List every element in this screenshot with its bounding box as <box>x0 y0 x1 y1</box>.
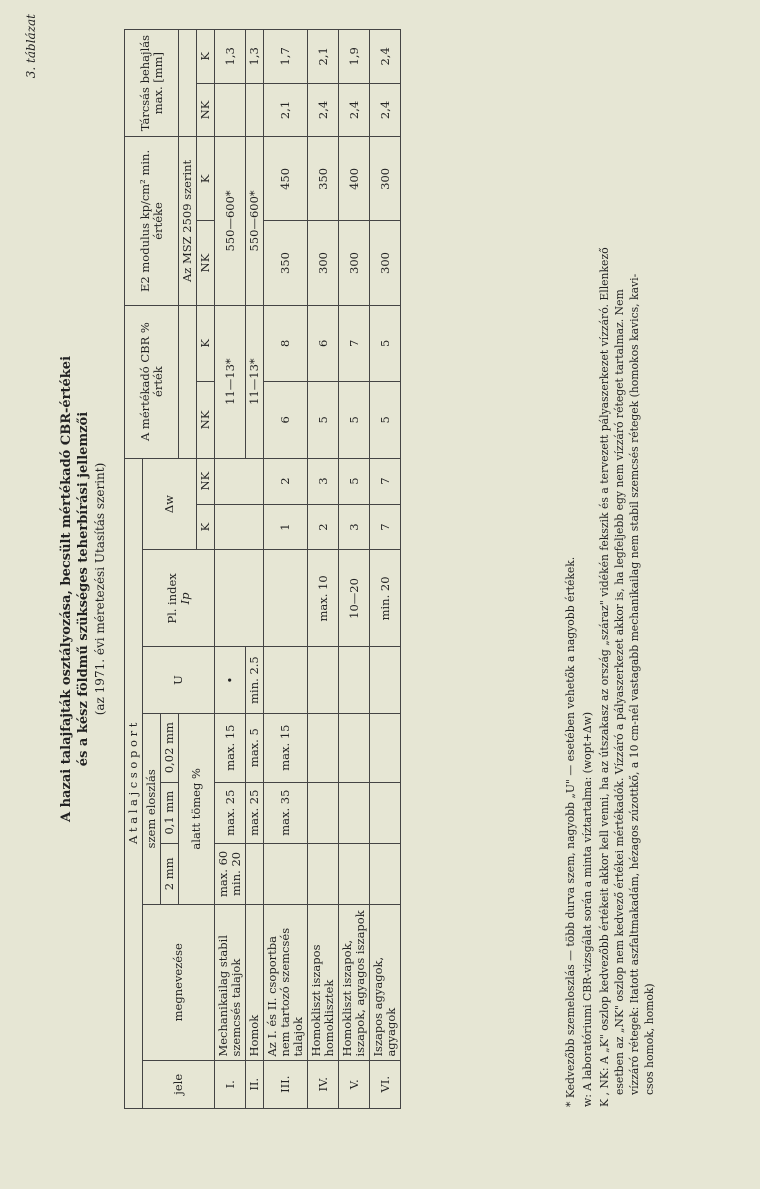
row-cbr-nk: 6 <box>264 382 308 459</box>
row-tb-nk <box>215 83 246 137</box>
row-tb-k: 1,9 <box>339 30 370 84</box>
header-01mm: 0,1 mm <box>161 782 179 843</box>
row-name: Homok <box>246 904 264 1060</box>
table-number-label: 3. táblázat <box>24 14 38 79</box>
row-dw-k: 7 <box>370 504 401 550</box>
row-01mm: max. 25 <box>246 782 264 843</box>
header-tb-k: K <box>197 30 215 84</box>
pl-index-label: Pl. index <box>164 573 179 624</box>
header-megnevezese: megnevezése <box>143 904 215 1060</box>
row-2mm: max. 60 min. 20 <box>215 843 246 904</box>
header-cbr-k: K <box>197 305 215 382</box>
header-e2: E2 modulus kp/cm² min. értéke <box>125 137 179 305</box>
row-cbr-nk: 5 <box>339 382 370 459</box>
row-2mm <box>339 843 370 904</box>
row-jele: II. <box>246 1060 264 1108</box>
row-01mm <box>308 782 339 843</box>
row-e2-nk: 350 <box>264 221 308 305</box>
row-2mm <box>264 843 308 904</box>
row-pl: min. 20 <box>370 550 401 647</box>
row-jele: I. <box>215 1060 246 1108</box>
row-name: Homokliszt iszapok, iszapok, agyagos iszapok <box>339 904 370 1060</box>
row-e2: 550—600* <box>215 137 246 305</box>
header-empty-tb <box>179 30 197 137</box>
row-e2-nk: 300 <box>370 221 401 305</box>
row-pl-merged <box>215 550 264 647</box>
row-e2-k: 450 <box>264 137 308 221</box>
row-2mm <box>308 843 339 904</box>
row-U <box>370 647 401 713</box>
row-pl: max. 10 <box>308 550 339 647</box>
title-line-1: A hazai talajfajták osztályozása, becsült mértékadó CBR-értékei <box>59 355 74 823</box>
row-e2: 550—600* <box>246 137 264 305</box>
row-tb-nk: 2,1 <box>264 83 308 137</box>
row-U: • <box>215 647 246 713</box>
ip-label: Ip <box>177 592 192 605</box>
row-U <box>308 647 339 713</box>
footnote-k-nk-3: vízzáró rétegek: Itatott aszfaltmakadám, hézagos zúzottkő, a 10 cm-nél vastagabb mechanikailag nem stabil szemcsés rétegek (homokos kavics, kavi- <box>628 273 641 1095</box>
row-tb-nk <box>246 83 264 137</box>
row-cbr-nk: 5 <box>308 382 339 459</box>
table-row <box>264 30 308 1109</box>
row-cbr-k: 6 <box>308 305 339 382</box>
soil-classification-table <box>124 29 401 1109</box>
row-e2-k: 350 <box>308 137 339 221</box>
header-row-1 <box>125 30 143 1109</box>
header-cbr: A mértékadó CBR % érték <box>125 305 179 458</box>
row-pl: 10—20 <box>339 550 370 647</box>
row-name: Homokliszt iszapos homoklisztek <box>308 904 339 1060</box>
header-dw-k: K <box>197 504 215 550</box>
row-tb-k: 1,3 <box>215 30 246 84</box>
footnote-k-nk-1: K , NK: A „K" oszlop kedvezőbb értékeit akkor kell venni, ha az útszakasz az ország „száraz" vidékén fekszik és a tervezett pályaszerkezet vízzáró. Ellenkező <box>598 247 611 1107</box>
header-dw-nk: NK <box>197 458 215 504</box>
row-002mm: max. 15 <box>264 713 308 782</box>
row-dw-k: 3 <box>339 504 370 550</box>
row-2mm <box>370 843 401 904</box>
header-e2-k: K <box>197 137 215 221</box>
footnote-k-nk-2: esetben az „NK" oszlop nem kedvező értékei mértékadók. Vízzáró a pályaszerkezet akkor is, ha legfeljebb egy nem vízzáró réteget tartalmaz. Nem <box>613 289 626 1095</box>
header-tb-nk: NK <box>197 83 215 137</box>
row-01mm <box>370 782 401 843</box>
header-2mm: 2 mm <box>161 843 179 904</box>
row-jele: IV. <box>308 1060 339 1108</box>
row-002mm: max. 15 <box>215 713 246 782</box>
table-row <box>370 30 401 1109</box>
row-tb-k: 2,1 <box>308 30 339 84</box>
title-block <box>58 89 109 1089</box>
table-row <box>339 30 370 1109</box>
title-line-3: (az 1971. évi méretezési Utasítás szerint) <box>93 462 107 716</box>
row-e2-k: 400 <box>339 137 370 221</box>
row-dw-nk-merged <box>215 458 264 504</box>
header-empty-cbr <box>179 305 197 458</box>
row-tb-k: 2,4 <box>370 30 401 84</box>
row-cbr-nk: 5 <box>370 382 401 459</box>
row-dw-nk: 5 <box>339 458 370 504</box>
header-pl-index <box>143 550 215 647</box>
row-tb-nk: 2,4 <box>370 83 401 137</box>
row-name: Az I. és II. csoportba nem tartozó szemcsés talajok <box>264 904 308 1060</box>
row-cbr-k: 5 <box>370 305 401 382</box>
row-dw-k: 2 <box>308 504 339 550</box>
row-cbr: 11—13* <box>215 305 246 458</box>
row-002mm <box>308 713 339 782</box>
row-name: Iszapos agyagok, agyagok <box>370 904 401 1060</box>
row-tb-nk: 2,4 <box>308 83 339 137</box>
header-002mm: 0,02 mm <box>161 713 179 782</box>
row-01mm: max. 35 <box>264 782 308 843</box>
row-tb-k: 1,7 <box>264 30 308 84</box>
row-002mm <box>339 713 370 782</box>
row-cbr-k: 8 <box>264 305 308 382</box>
row-U <box>264 647 308 713</box>
footnote-star: * Kedvezőbb szemeloszlás — több durva szem, nagyobb „U" — esetében vehetők a nagyobb értékek. <box>564 556 577 1107</box>
footnote-w: w: A laboratóriumi CBR-vizsgálat során a minta víztartalma: (wopt+Δw) <box>581 711 594 1107</box>
table-row <box>308 30 339 1109</box>
header-dw: Δw <box>143 458 197 550</box>
row-U <box>339 647 370 713</box>
row-pl <box>264 550 308 647</box>
row-01mm <box>339 782 370 843</box>
header-tarcsas: Tárcsás behajlás max. [mm] <box>125 30 179 137</box>
header-U: U <box>143 647 215 713</box>
header-cbr-nk: NK <box>197 382 215 459</box>
row-01mm: max. 25 <box>215 782 246 843</box>
footnotes <box>563 27 659 1107</box>
row-e2-k: 300 <box>370 137 401 221</box>
row-cbr-k: 7 <box>339 305 370 382</box>
header-alatt: alatt tömeg % <box>179 713 215 904</box>
header-jele: jele <box>143 1060 215 1108</box>
title-line-2: és a kész földmű szükséges teherbírási jellemzői <box>76 411 91 767</box>
table-row <box>215 30 246 1109</box>
row-cbr: 11—13* <box>246 305 264 458</box>
row-dw-k: 1 <box>264 504 308 550</box>
header-talajcsoport: A t a l a j c s o p o r t <box>125 458 143 1108</box>
row-jele: VI. <box>370 1060 401 1108</box>
row-tb-nk: 2,4 <box>339 83 370 137</box>
footnote-k-nk-4: csos homok, homok) <box>643 983 656 1095</box>
row-tb-k: 1,3 <box>246 30 264 84</box>
row-jele: V. <box>339 1060 370 1108</box>
row-2mm <box>246 843 264 904</box>
row-dw-nk: 3 <box>308 458 339 504</box>
row-U: min. 2.5 <box>246 647 264 713</box>
row-name: Mechanikailag stabil szemcsés talajok <box>215 904 246 1060</box>
header-szemeloszlas: szem eloszlás <box>143 713 161 904</box>
row-e2-nk: 300 <box>308 221 339 305</box>
row-002mm: max. 5 <box>246 713 264 782</box>
header-msz: Az MSZ 2509 szerint <box>179 137 197 305</box>
row-dw-k-merged <box>215 504 264 550</box>
row-002mm <box>370 713 401 782</box>
row-jele: III. <box>264 1060 308 1108</box>
row-dw-nk: 7 <box>370 458 401 504</box>
row-e2-nk: 300 <box>339 221 370 305</box>
row-dw-nk: 2 <box>264 458 308 504</box>
header-e2-nk: NK <box>197 221 215 305</box>
